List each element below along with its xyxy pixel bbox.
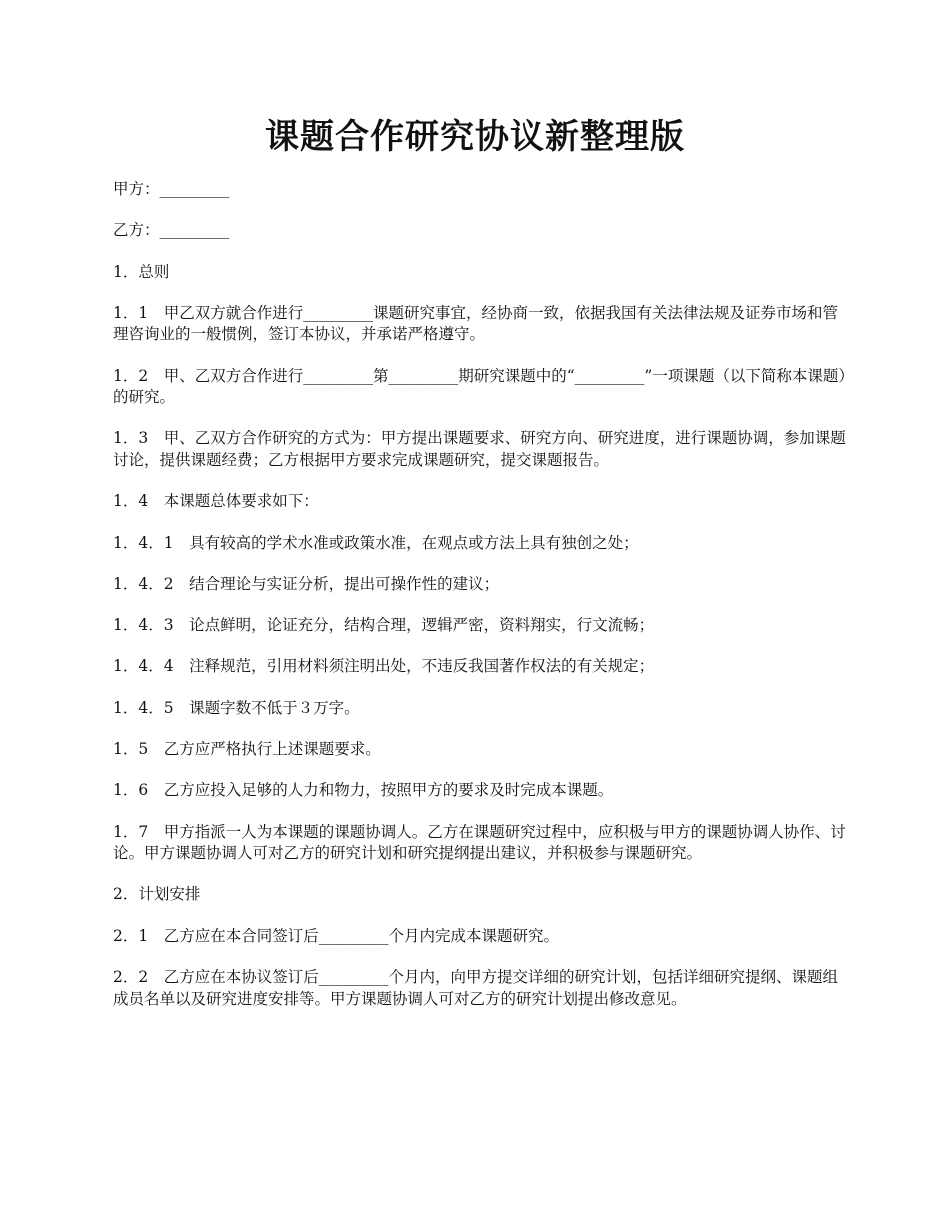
clause-1-4-2: 1．4．2 结合理论与实证分析，提出可操作性的建议； [113, 574, 500, 593]
clause-1-7: 1．7 甲方指派一人为本课题的课题协调人。乙方在课题研究过程中，应积极与甲方的课题协调人协作、讨论。甲方课题协调人可对乙方的研究计划和研究提纲提出建议，并积极参与课题研究。 [113, 822, 846, 863]
party-a-line: 甲方：_________ [113, 180, 230, 198]
clause-1-4-4: 1．4．4 注释规范，引用材料须注明出处，不违反我国著作权法的有关规定； [113, 657, 655, 676]
clause-1-4-3: 1．4．3 论点鲜明，论证充分，结构合理，逻辑严密，资料翔实，行文流畅； [113, 616, 655, 635]
clause-1-4: 1．4 本课题总体要求如下： [113, 492, 319, 511]
clause-1-5: 1．5 乙方应严格执行上述课题要求。 [113, 740, 381, 759]
clause-1-1: 1．1 甲乙双方就合作进行_________课题研究事宜，经协商一致，依据我国有关法律法规及证券市场和管理咨询业的一般惯例，签订本协议，并承诺严格遵守。 [113, 303, 838, 344]
clause-1-6: 1．6 乙方应投入足够的人力和物力，按照甲方的要求及时完成本课题。 [113, 781, 614, 800]
clause-2-1: 2．1 乙方应在本合同签订后_________个月内完成本课题研究。 [113, 926, 559, 945]
party-b-line: 乙方：_________ [113, 221, 230, 240]
clause-1-2: 1．2 甲、乙双方合作进行_________第_________期研究课题中的“_________”一项课题（以下简称本课题）的研究。 [113, 366, 847, 407]
document-body [113, 179, 848, 1030]
clause-1-3: 1．3 甲、乙双方合作研究的方式为：甲方提出课题要求、研究方向、研究进度，进行课题协调，参加课题讨论，提供课题经费；乙方根据甲方要求完成课题研究，提交课题报告。 [113, 429, 846, 469]
clause-1-4-5: 1．4．5 课题字数不低于３万字。 [113, 698, 360, 717]
document-title: 课题合作研究协议新整理版 [265, 117, 685, 157]
clause-1-4-1: 1．4．1 具有较高的学术水准或政策水准，在观点或方法上具有独创之处； [113, 533, 639, 552]
section-heading-general: 1．总则 [113, 262, 170, 281]
clause-2-2: 2．2 乙方应在本协议签订后_________个月内，向甲方提交详细的研究计划，包括详细研究提纲、课题组成员名单以及研究进度安排等。甲方课题协调人可对乙方的研究计划提出修改意见。 [113, 968, 838, 1008]
section-heading-plan: 2．计划安排 [113, 885, 201, 904]
